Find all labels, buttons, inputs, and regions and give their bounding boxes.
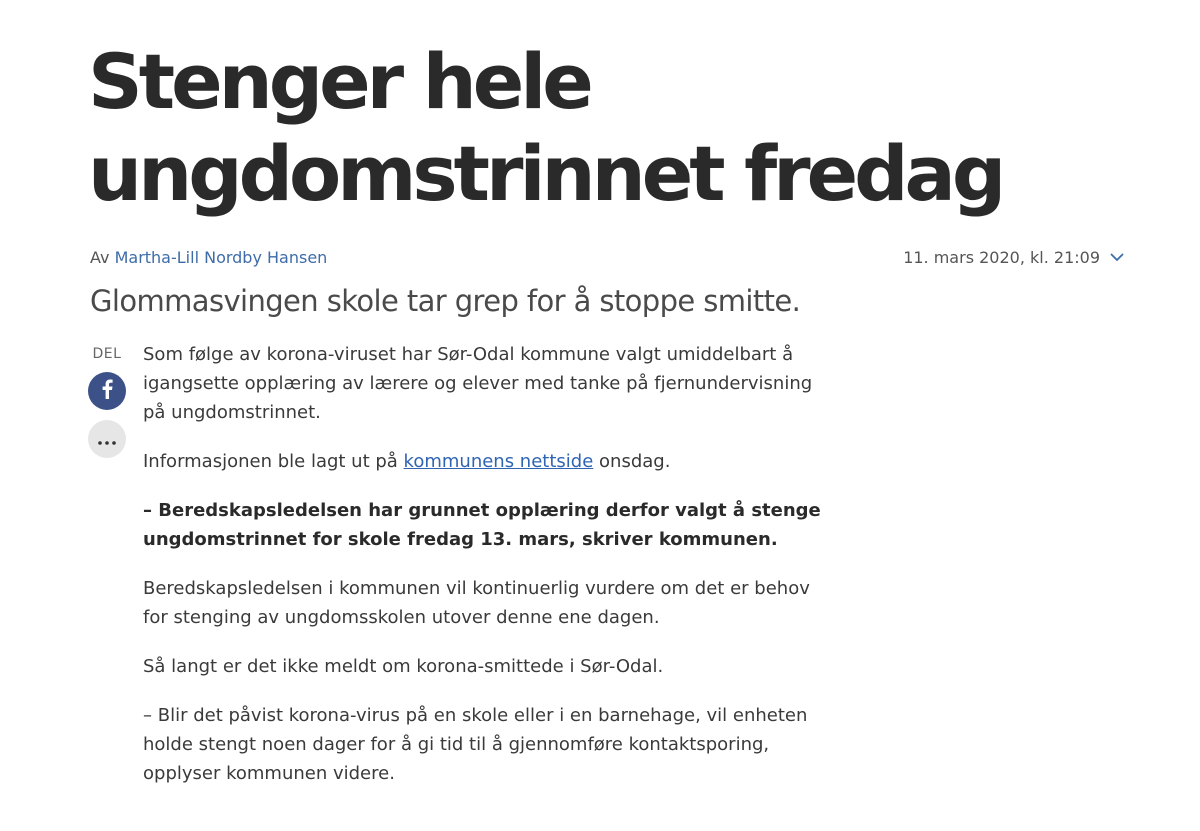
municipality-website-link[interactable]: kommunens nettside xyxy=(403,451,594,472)
article-body xyxy=(143,340,823,808)
more-share-options-button[interactable] xyxy=(88,420,126,458)
body-paragraph: Beredskapsledelsen i kommunen vil kontinuerlig vurdere om det er behov for stenging av ungdomsskolen utover denne ene dagen. xyxy=(143,578,810,628)
quote-paragraph: – Beredskapsledelsen har grunnet opplæring derfor valgt å stenge ungdomstrinnet for skole fredag 13. mars, skriver kommunen. xyxy=(143,500,821,550)
facebook-icon xyxy=(101,379,113,403)
body-paragraph: Så langt er det ikke meldt om korona-smittede i Sør-Odal. xyxy=(143,656,664,677)
body-paragraph: Som følge av korona-viruset har Sør-Odal kommune valgt umiddelbart å igangsette opplæring av lærere og elever med tanke på fjernundervisning på ungdomstrinnet. xyxy=(143,344,813,423)
share-bar xyxy=(88,346,126,468)
paragraph-text: onsdag. xyxy=(593,451,671,472)
facebook-share-button[interactable] xyxy=(88,372,126,410)
paragraph-text: Informasjonen ble lagt ut på xyxy=(143,451,404,472)
lead-text: Glommasvingen skole tar grep for å stoppe smitte. xyxy=(90,284,801,318)
body-paragraph xyxy=(143,447,823,476)
share-label: DEL xyxy=(92,346,122,362)
timestamp-text: 11. mars 2020, kl. 21:09 xyxy=(903,248,1100,267)
byline-prefix: Av xyxy=(90,248,110,267)
byline xyxy=(90,248,327,267)
more-icon xyxy=(98,430,116,449)
author-link[interactable]: Martha-Lill Nordby Hansen xyxy=(114,248,328,267)
headline: Stenger hele ungdomstrinnet fredag xyxy=(88,37,1003,218)
body-paragraph: – Blir det påvist korona-virus på en skole eller i en barnehage, vil enheten holde stengt noen dager for å gi tid til å gjennomføre kontaktsporing, opplyser kommunen videre. xyxy=(143,705,808,784)
chevron-down-icon[interactable] xyxy=(1110,253,1124,262)
publish-timestamp[interactable] xyxy=(903,248,1124,267)
